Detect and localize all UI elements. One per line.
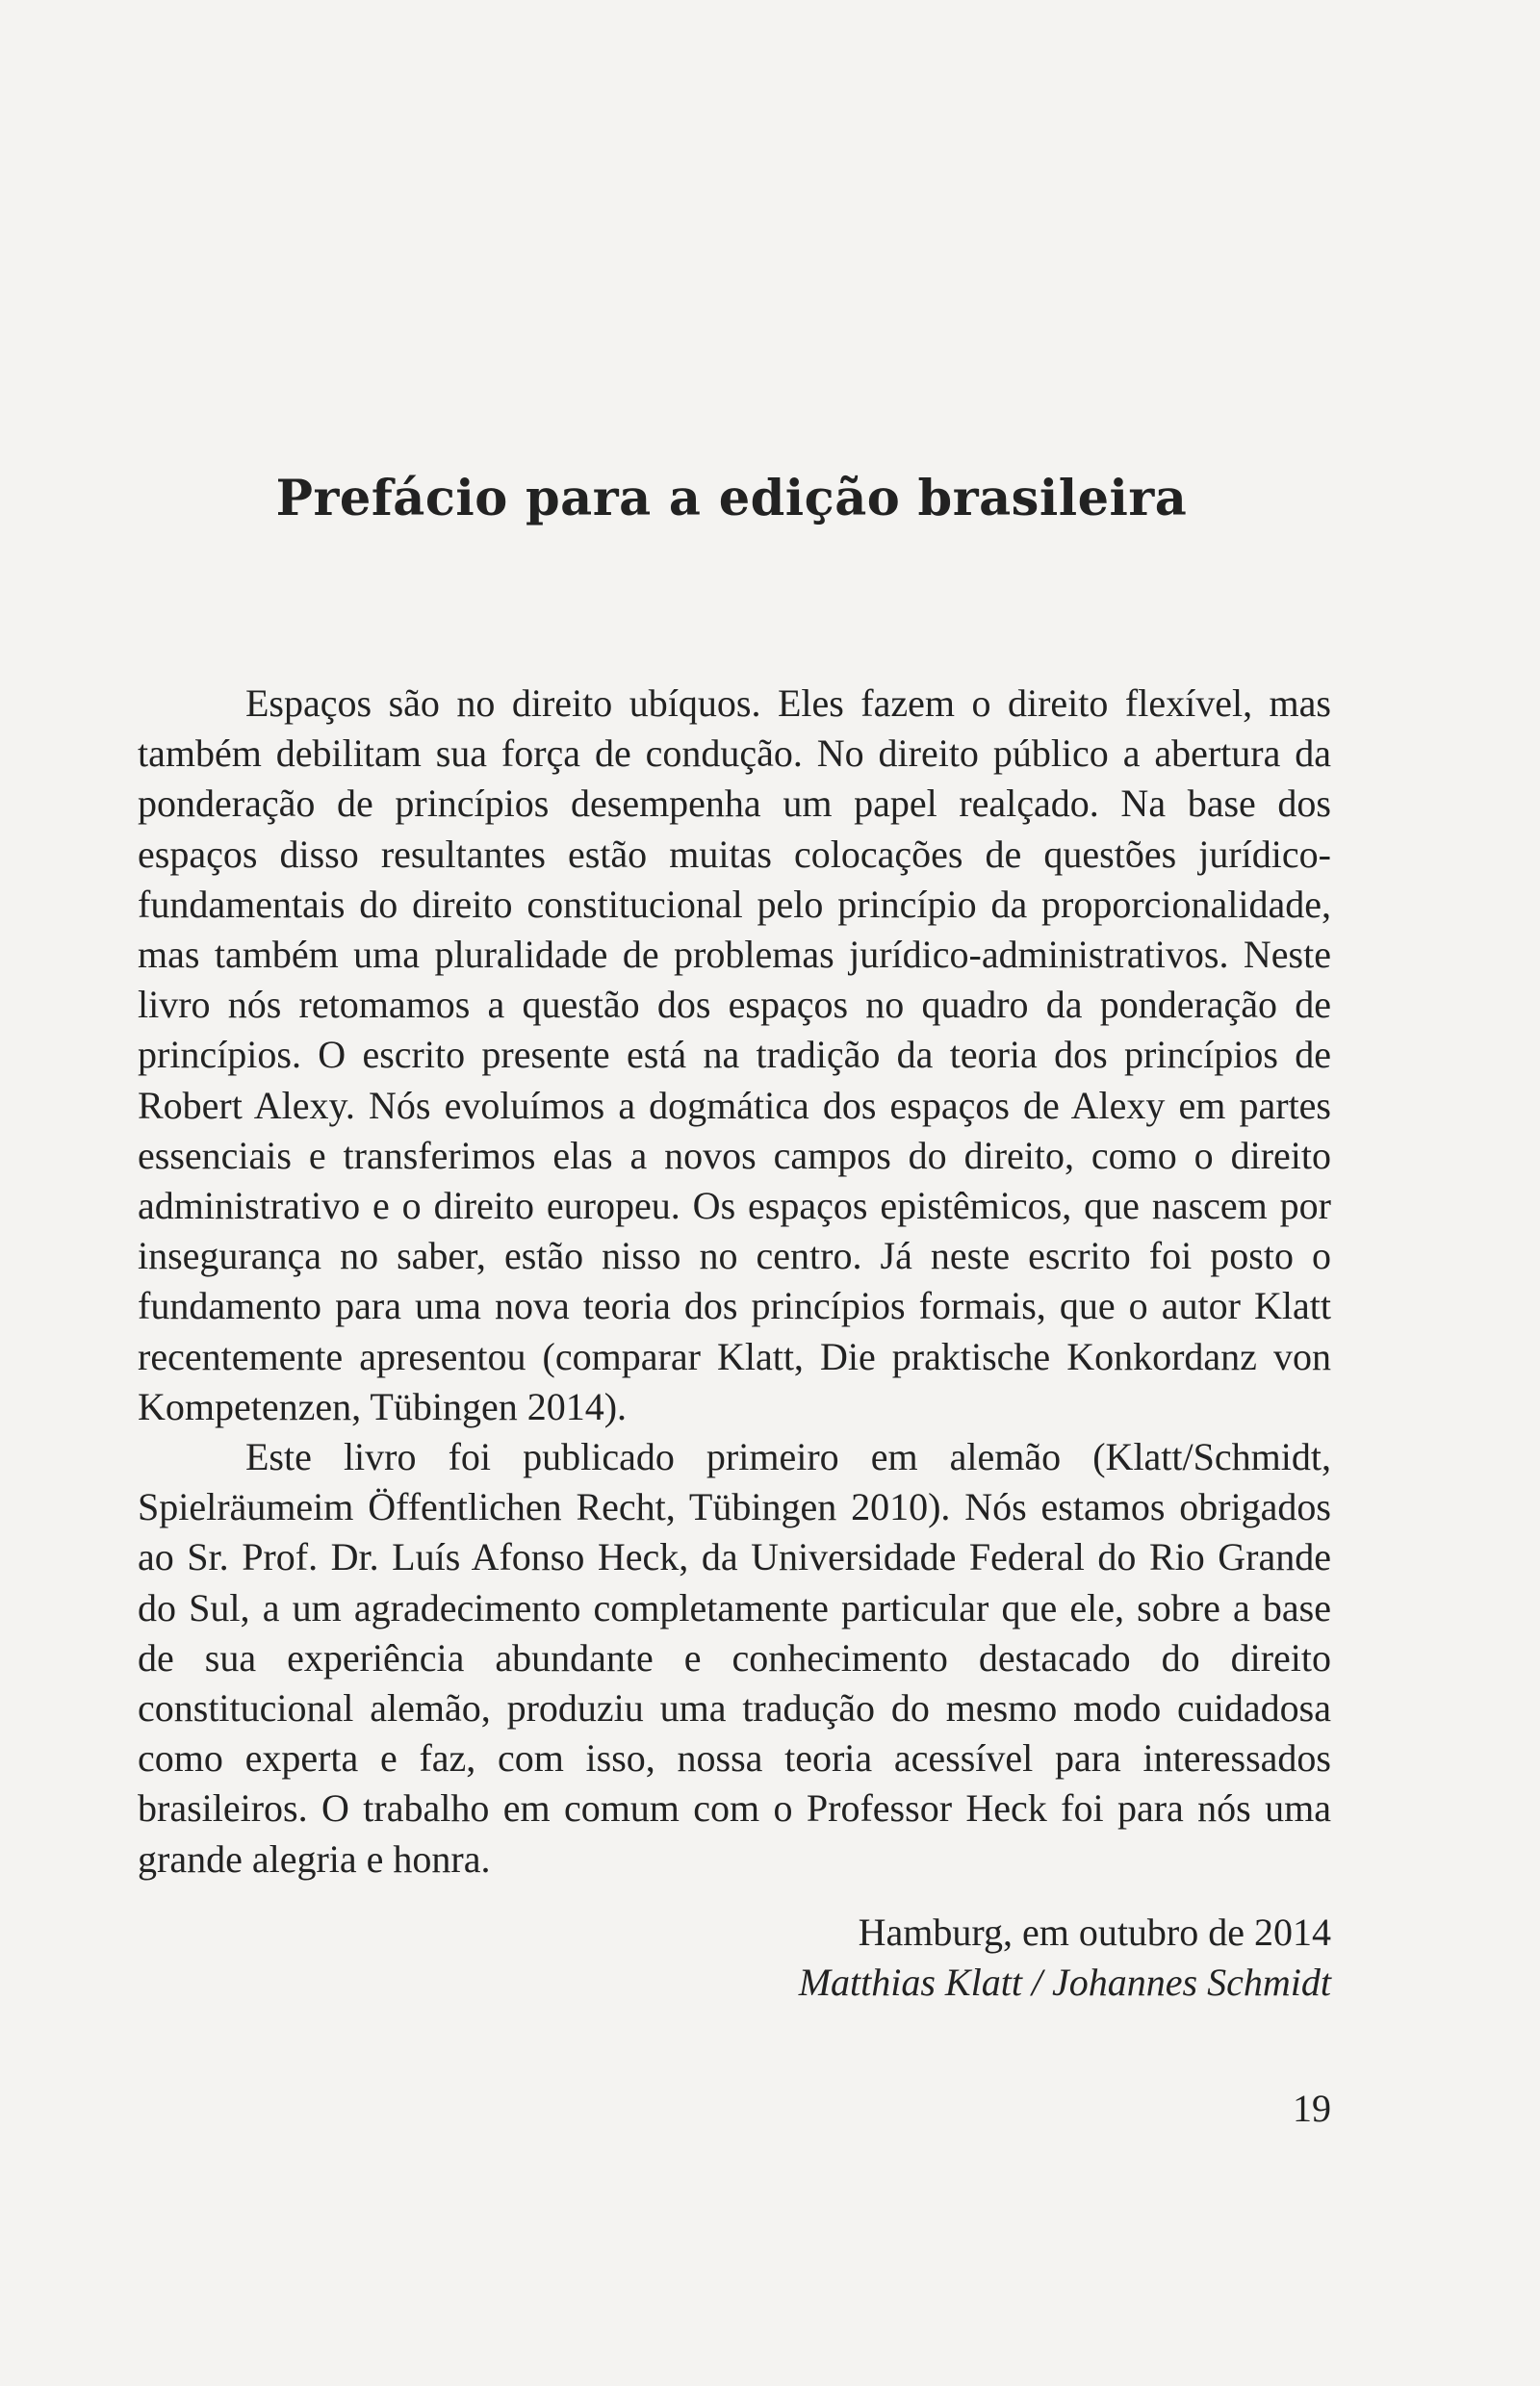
page-number: 19 [1293,2087,1331,2130]
page-title: Prefácio para a edição brasileira [275,470,1188,527]
signature-place-date: Hamburg, em outubro de 2014 [858,1911,1331,1954]
paragraph-1: Espaços são no direito ubíquos. Eles fazem o direito flexível, mas também debilitam sua força de condução. No direito público a abertura da ponderação de princípios desempenha um papel realçado. Na base dos espaços disso resultantes estão muitas colocações de questões jurídicofundamentais do direito constitucional pelo princípio da proporcionalidade, mas também uma pluralidade de problemas jurídico-administrativos. Neste livro nós retomamos a questão dos espaços no quadro da ponderação de princípios. O escrito presente está na tradição da teoria dos princípios de Robert Alexy. Nós evoluímos a dogmática dos espaços de Alexy em partes essenciais e transferimos elas a novos campos do direito, como o direito administrativo e o direito europeu. Os espaços epistêmicos, que nascem por insegurança no saber, estão nisso no centro. Já neste escrito foi posto o fundamento para uma nova teoria dos princípios formais, que o autor Klatt recentemente apresentou (comparar Klatt, Die praktische Konkordanz von Kompetenzen, Tübingen 2014). [138,681,1331,1428]
signature-block [674,1908,1331,2008]
signature-authors: Matthias Klatt / Johannes Schmidt [798,1961,1331,2004]
paragraph-2: Este livro foi publicado primeiro em alemão (Klatt/Schmidt, Spielräumeim Öffentlichen Recht, Tübingen 2010). Nós estamos obrigados ao Sr. Prof. Dr. Luís Afonso Heck, da Universidade Federal do Rio Grande do Sul, a um agradecimento completamente particular que ele, sobre a base de sua experiência abundante e conhecimento destacado do direito constitucional alemão, produziu uma tradução do mesmo modo cuidadosa como experta e faz, com isso, nossa teoria acessível para interessados brasileiros. O trabalho em comum com o Professor Heck foi para nós uma grande alegria e honra. [138,1435,1331,1881]
preface-body [138,679,1331,1885]
